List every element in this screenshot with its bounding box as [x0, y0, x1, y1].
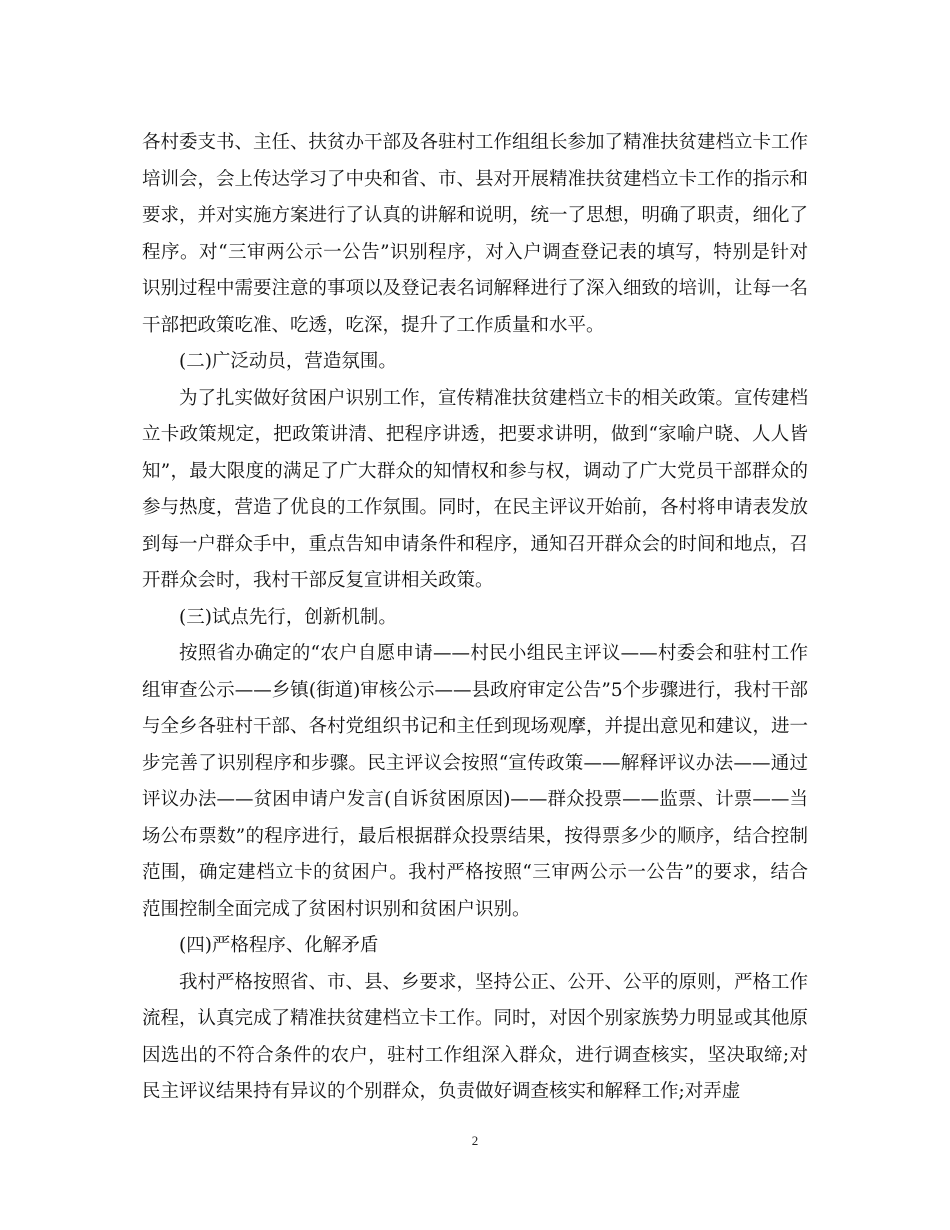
- paragraph-pilot: 按照省办确定的“农户自愿申请——村民小组民主评议——村委会和驻村工作组审查公示——乡镇(街道)审核公示——县政府审定公告”5个步骤进行，我村干部与全乡各驻村干部、各村党组织书记和主任到现场观摩，并提出意见和建议，进一步完善了识别程序和步骤。民主评议会按照“宣传政策——解释评议办法——通过评议办法——贫困申请户发言(自诉贫困原因)——群众投票——监票、计票——当场公布票数”的程序进行，最后根据群众投票结果，按得票多少的顺序，结合控制范围，确定建档立卡的贫困户。我村严格按照“三审两公示一公告”的要求，结合范围控制全面完成了贫困村识别和贫困户识别。: [142, 643, 809, 920]
- paragraph-training: 各村委支书、主任、扶贫办干部及各驻村工作组组长参加了精准扶贫建档立卡工作培训会，会上传达学习了中央和省、市、县对开展精准扶贫建档立卡工作的指示和要求，并对实施方案进行了认真的讲解和说明，统一了思想，明确了职责，细化了程序。对“三审两公示一公告”识别程序，对入户调查登记表的填写，特别是针对识别过程中需要注意的事项以及登记表名词解释进行了深入细致的培训，让每一名干部把政策吃准、吃透，吃深，提升了工作质量和水平。: [142, 132, 809, 336]
- page-number: 2: [471, 1133, 479, 1148]
- paragraph-mobilization: 为了扎实做好贫困户识别工作，宣传精准扶贫建档立卡的相关政策。宣传建档立卡政策规定，把政策讲清、把程序讲透，把要求讲明，做到“家喻户晓、人人皆知”，最大限度的满足了广大群众的知情权和参与权，调动了广大党员干部群众的参与热度，营造了优良的工作氛围。同时，在民主评议开始前，各村将申请表发放到每一户群众手中，重点告知申请条件和程序，通知召开群众会的时间和地点，召开群众会时，我村干部反复宣讲相关政策。: [142, 387, 809, 591]
- heading-pilot: (三)试点先行，创新机制。: [179, 606, 397, 628]
- heading-procedure: (四)严格程序、化解矛盾: [179, 935, 379, 956]
- heading-mobilization: (二)广泛动员，营造氛围。: [179, 351, 397, 372]
- body-text: [142, 125, 808, 1111]
- paragraph-procedure: 我村严格按照省、市、县、乡要求，坚持公正、公开、公平的原则，严格工作流程，认真完成了精准扶贫建档立卡工作。同时，对因个别家族势力明显或其他原因选出的不符合条件的农户，驻村工作组深入群众，进行调查核实，坚决取缔;对民主评议结果持有异议的个别群众，负责做好调查核实和解释工作;对弄虚: [142, 971, 809, 1102]
